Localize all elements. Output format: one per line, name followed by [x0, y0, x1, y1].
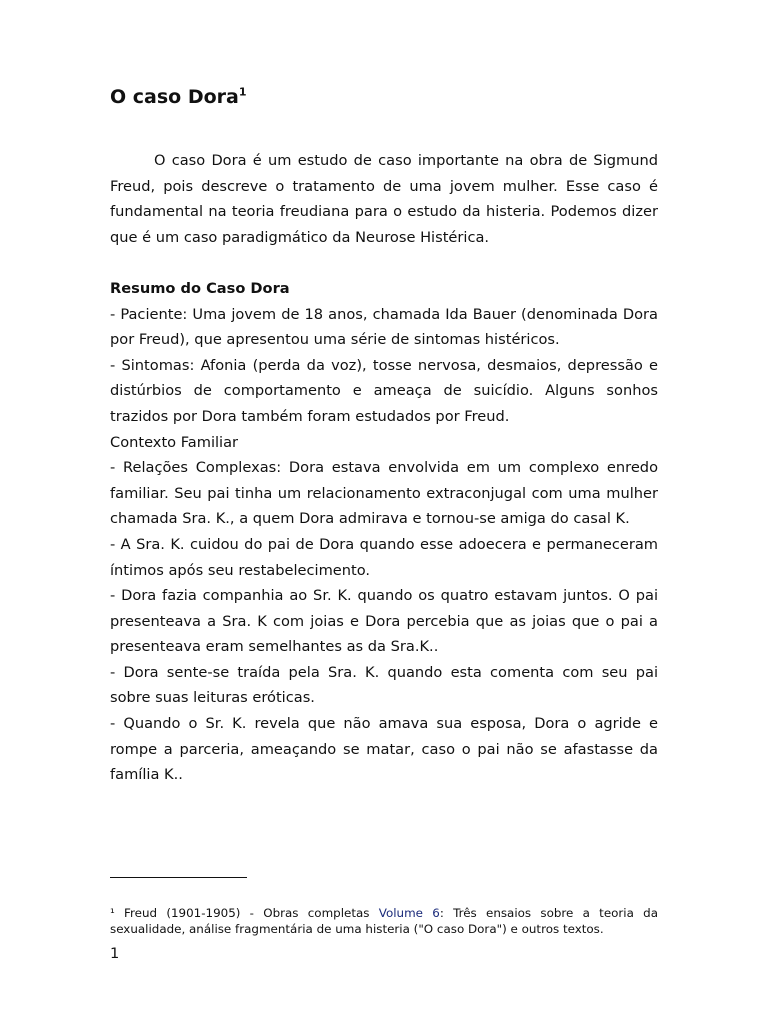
- page-title: [110, 84, 247, 110]
- paragraph-paciente: - Paciente: Uma jovem de 18 anos, chamada Ida Bauer (denominada Dora por Freud), que apresentou uma série de sintomas histéricos.: [110, 305, 658, 349]
- section-heading: Resumo do Caso Dora: [110, 279, 290, 297]
- title-text: O caso Dora: [110, 86, 239, 108]
- paragraph-traida: - Dora sente-se traída pela Sra. K. quando esta comenta com seu pai sobre suas leituras eróticas.: [110, 663, 658, 707]
- paragraph-agride: - Quando o Sr. K. revela que não amava sua esposa, Dora o agride e rompe a parceria, ameaçando se matar, caso o pai não se afastasse da família K..: [110, 715, 658, 784]
- footnote: [110, 906, 658, 937]
- paragraph-relacoes: - Relações Complexas: Dora estava envolvida em um complexo enredo familiar. Seu pai tinha um relacionamento extraconjugal com uma mulher chamada Sra. K., a quem Dora admirava e tornou-se amiga do casal K.: [110, 459, 658, 528]
- footnote-separator: [110, 877, 247, 878]
- paragraph-companhia: - Dora fazia companhia ao Sr. K. quando os quatro estavam juntos. O pai presenteava a Sra. K com joias e Dora percebia que as joias que o pai a presenteava eram semelhantes as da Sra.K..: [110, 587, 658, 656]
- footnote-reference: 1: [238, 85, 247, 99]
- paragraph-contexto-familiar: Contexto Familiar: [110, 433, 239, 451]
- intro-paragraph: O caso Dora é um estudo de caso importante na obra de Sigmund Freud, pois descreve o tratamento de uma jovem mulher. Esse caso é fundamental na teoria freudiana para o estudo da histeria. Podemos dizer que é um caso paradigmático da Neurose Histérica.: [110, 152, 658, 246]
- page-number: 1: [110, 945, 120, 962]
- footnote-text-after: : Três ensaios sobre a teoria da sexualidade, análise fragmentária de uma histeria ("O caso Dora") e outros textos.: [110, 906, 658, 936]
- footnote-text-before: Freud (1901-1905) - Obras completas: [114, 906, 379, 920]
- document-body: [110, 148, 658, 788]
- footnote-volume: Volume 6: [378, 906, 440, 920]
- paragraph-sintomas: - Sintomas: Afonia (perda da voz), tosse nervosa, desmaios, depressão e distúrbios de comportamento e ameaça de suicídio. Alguns sonhos trazidos por Dora também foram estudados por Freud.: [110, 356, 658, 425]
- paragraph-sra-k: - A Sra. K. cuidou do pai de Dora quando esse adoecera e permaneceram íntimos após seu restabelecimento.: [110, 535, 658, 579]
- paragraph-gap: [110, 250, 658, 276]
- footnote-marker: ¹: [110, 906, 115, 920]
